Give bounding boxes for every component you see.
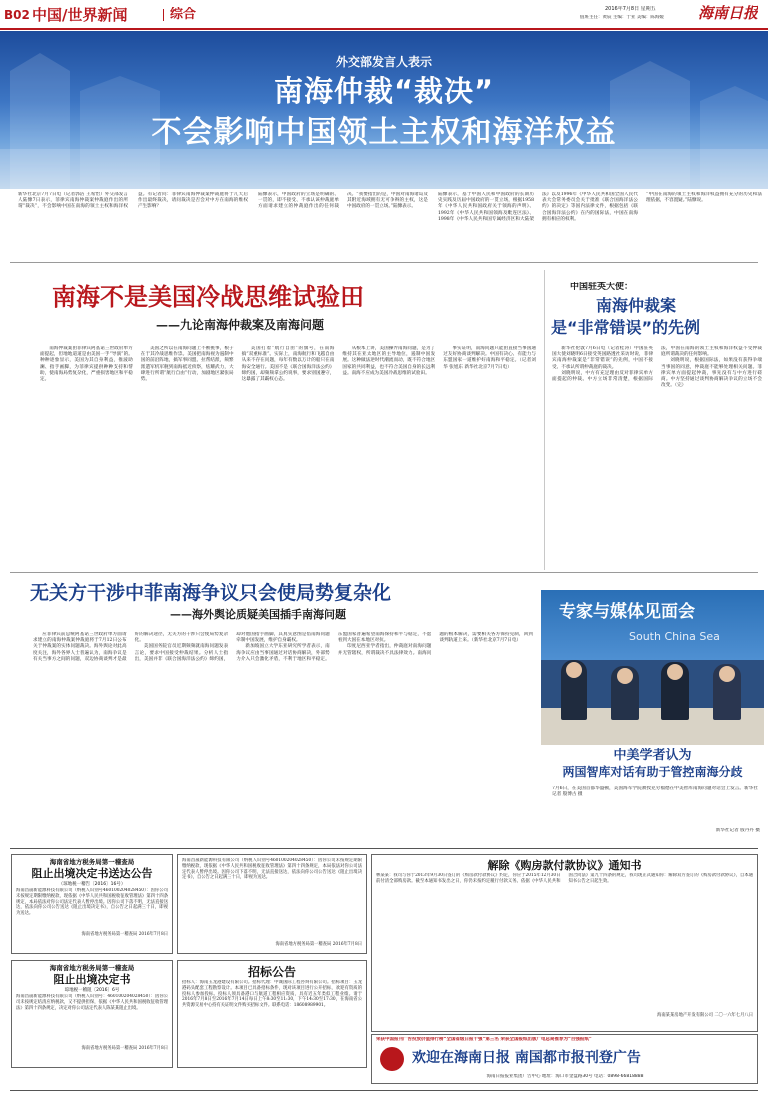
ad-paper-promo [371,1034,758,1084]
article-right-headline-1: 南海仲裁案 [596,296,677,315]
ad-5-tagline: 荣获中国报刊广告投放价值排行榜“全国省级日报十强”第三名 荣获全国报纸出版广电总局推荐为“百强报纸” [376,1037,592,1042]
paper-logo: 海南日报 [698,4,759,22]
banner-headline-2: 不会影响中国领土主权和海洋权益 [151,115,617,150]
ad-4-body: 林某某：我司与你于2013年9月30日签订的《购房款付款协议》约定，你应于2015年12月30日前付清全部购房款。截至本通知书发出之日，你仍未按约定履行付款义务。依据《中华人民共和国合同法》第九十四条的规定，我司现正式通知你：解除双方签订的《购房款付款协议》，自本通知书公告之日起生效。 [376,873,753,884]
ad-1-body: 海南昌晟新能源科技有限公司（纳税人识别号460100204028450）：因你公司未按规定期限缴纳税款，现依据《中华人民共和国税收征收管理法》第四十四条规定，本局依法对你公司法定代表人暂停出境。因你公司下落不明，无法直接送达，依法向你公司公告送达《阻止出境决定书》，自公告之日起满三十日，即视为送达。 [16,888,168,917]
article-left-headline: 南海不是美国冷战思维试验田 [52,282,364,311]
banner-body-col-4: “中国在南海的领土主权和海洋权益拥有充分的历史和法理依据，不容置疑。”陆慷说。 [646,192,762,204]
ad-2-org: 海南省地方税务局第一稽查局 [49,964,135,972]
ad-1-continued: 海南昌晟新能源科技有限公司（纳税人识别号460100204028450）：因你公司未按规定期限缴纳税款，现依据《中华人民共和国税收征收管理法》第四十四条规定，本局依法对你公司法定代表人暂停出境。因你公司下落不明，无法直接送达，依法向你公司公告送达《阻止出境决定书》，自公告之日起满三十日，即视为送达。 [182,858,362,881]
article-right-paragraph: 新华社伦敦7月6日电（记者桂涛）中国驻英国大使刘晓明6日接受英国路透社采访时说，菲律宾南海仲裁案是“非常错误”的先例，中国不接受、不承认所谓仲裁庭的裁决。 [552,346,653,370]
ad-2-title: 阻止出境决定书 [53,973,131,986]
photo-caption-1: 中美学者认为 [613,748,692,763]
banner-body-col-1: 新华社北京7月7日电（记者郭洁 王希怡）外交部发言人陆慷7日表示，菲律宾南海仲裁案仲裁庭作出的所谓“裁决”，不会影响中国在南海的领土主权和海洋权益。有记者问：菲律宾南海仲裁案仲裁庭将于几天后作出最终裁决，请问裁决是否会对中方在南海的维权产生影响？ [18,192,248,210]
photo-screen-text-en: South China Sea [629,630,720,643]
article-left-paragraph: 美国打着“航行自由”的旗号，在南海搞“双重标准”。实际上，南海航行和飞越自由从来不存在问题，每年有数以万计的船只在南海安全通行。美国不是《联合国海洋法公约》缔约国，却频频拿公约说事，要求别国遵守，这暴露了其霸权心态。 [241,346,335,383]
ad-5-slogan: 欢迎在海南日报 南国都市报刊登广告 [412,1050,641,1066]
article-right-body [552,346,762,561]
page-code: B02 [4,8,30,22]
article-bottom-body [33,632,533,842]
photo-caption-2: 两国智库对话有助于管控南海分歧 [562,765,743,779]
ad-2-ref: 琼地税一稽阻〔2016〕6号 [64,988,120,993]
photo-screen-text: 专家与媒体见面会 [559,602,695,622]
article-left-subheadline: ——九论南海仲裁案及南海问题 [156,318,325,332]
section-name: 中国/世界新闻 [32,6,128,24]
ad-1-continued-footer: 海南省地方税务局第一稽查局 2016年7月8日 [275,942,362,947]
article-bottom-paragraph: 印度尼西亚学者指出，仲裁庭对南海问题并无管辖权，所谓裁决不具法律效力。南海问题的根本解决，需要相关各方保持克制，回到谈判轨道上来。（新华社北京7月7日电） [337,632,533,656]
page-header [0,0,768,30]
editor-line: 值班主任：黄辰 主编：于亚 美编：陈海媛 [580,15,664,20]
article-right-paragraph: 刘晓明说，中方有充足理由反对菲律宾单方面提起的仲裁。中方立场非常清楚，根据国际法，中国在南海的领土主权和海洋权益不受仲裁庭所谓裁决的任何影响。 [552,346,762,383]
article-right-headline-2: 是“非常错误”的先例 [551,318,701,337]
photo-caption-body: 7月6日，在美国首都华盛顿，美国海军学院教授克劳福德在中美智库南海问题对话会上发言。新华社记者 殷博古 摄 [552,786,758,798]
banner-kicker: 外交部发言人表示 [335,55,432,69]
article-left-paragraph: 从根本上讲，美国操弄南海问题，是为了维持其在亚太地区的主导地位，遏制中国发展。这种做法逆时代潮流而动，既不符合地区国家的共同利益，也不符合美国自身的长远利益。南海不应成为美国冷战思维的试验田。 [342,346,436,376]
ad-1-org: 海南省地方税务局第一稽查局 [49,858,135,866]
ad-5-logo-mark [380,1047,404,1071]
ad-5-contact: 海南日报报业集团广告中心 地址：海口市金盘路30号 电话：0898-66818888 [486,1074,644,1079]
ad-termination-notice [371,854,758,1032]
section-type: 综合 [170,7,197,22]
ad-3-title: 招标公告 [247,965,296,979]
article-bottom-paragraph: 新加坡国立大学东亚研究所学者表示，南海争议应由当事国通过对话协商解决，外部势力介入只会激化矛盾，不利于地区和平稳定。东盟国家普遍希望南海保持和平与稳定，不愿看到大国在本地区对抗。 [236,632,432,662]
banner-body-col-3: 陆慷表示，基于中国人民和中国政府的长期历史实践及历届中国政府的一贯立场，根据1958年《中华人民共和国政府关于领海的声明》、1992年《中华人民共和国领海及毗连区法》、1998年《中华人民共和国专属经济区和大陆架法》以及1996年《中华人民共和国全国人民代表大会常务委员会关于批准《联合国海洋法公约》的决定》等国内法律文件，根据包括《联合国海洋法公约》在内的国际法，中国在南海拥有相应的权利。 [438,192,638,222]
banner-headline-1: 南海仲裁“裁决” [273,74,495,108]
ad-1-title: 阻止出境决定书送达公告 [31,867,153,880]
ad-4-title: 解除《购房款付款协议》通知书 [487,859,642,872]
banner [0,31,768,189]
ad-notice-1 [11,854,173,954]
photo-byline: 新华社记者 殷丹丹 摄 [715,828,760,833]
ad-2-body: 海南昌晟新能源科技有限公司（纳税人识别号：460100204028450）：因你公司未按规定结清应纳税款，又不提供担保，依据《中华人民共和国税收征收管理法》第四十四条规定，决定对你公司法定代表人陈某某阻止出境。 [16,994,168,1011]
ad-1-ref: （琼地税一稽告〔2016〕16号） [58,882,126,887]
news-photo [541,590,764,745]
banner-body-col-2: 陆慷表示，中国政府的立场是明确的、一贯的，即不接受、不承认该仲裁庭单方面请求建立的仲裁庭作出的任何裁决。“我要指出的是，中国对南海诸岛及其附近海域拥有无可争辩的主权，这是中国政府的一贯立场。”陆慷表示。 [258,192,428,210]
ad-1-footer: 海南省地方税务局第一稽查局 2016年7月8日 [81,932,168,937]
ad-notice-2 [11,960,173,1068]
ad-tender [177,960,367,1068]
ad-continued-text [177,854,367,954]
article-left-paragraph: 事实证明，南海问题只能由直接当事国通过友好协商谈判解决。中国有决心、有能力与东盟国家一道维护好南海和平稳定。（记者刘华 张旭东 新华社北京7月7日电） [443,346,536,370]
date-line: 2016年7月8日 星期五 [605,6,656,12]
article-bottom-headline: 无关方干涉中菲南海争议只会使局势复杂化 [30,582,392,604]
article-left-body [40,346,536,561]
article-right-paragraph: 刘晓明说，根据国际法，如果没有获得争端当事国的同意，仲裁庭不能够处理相关问题。菲律宾单方面提起仲裁，事先没有与中方进行磋商。中方坚持通过谈判协商解决争议的立场不会改变。（完） [661,358,762,389]
article-bottom-paragraph: 应菲律宾前总统阿基诺三世政府单方面请求建立的南海仲裁案仲裁庭将于7月12日公布关于仲裁案的实体问题裁决。海外舆论对此高度关注，海外各界人士普遍认为，南海争议是有关当事方之间的问题，双边协商谈判才是最好的解决途径，无关方的干涉只会使局势复杂化。 [33,632,229,662]
article-bottom-paragraph: 美国国务院官员近期频频就南海问题发表言论，要求中国接受仲裁结果。分析人士指出，美国并非《联合国海洋法公约》缔约国，却对他国指手画脚，其真实意图是借南海问题牵制中国发展，维护自身霸权。 [134,632,330,662]
article-left-paragraph: 美国之所以在南海问题上不断挑事，根子在于其冷战思维作祟。美国把南海视为遏制中国的前沿阵地，搞军事同盟、拉帮结派，频繁派遣军机军舰到南海抵近侦察，炫耀武力，大肆进行所谓“航行自由”行动，加剧地区紧张局势。 [140,346,234,383]
ad-4-footer: 海南某某房地产开发有限公司 二〇一六年七月八日 [657,1013,753,1018]
article-bottom-subheadline: ——海外舆论质疑美国插手南海问题 [170,608,346,621]
ad-3-body: 招标人：海南玉龙港建设有限公司。招标代理：中诚国际工程咨询有限公司。招标项目：玉龙港码头配套工程勘察设计。本项目已具备招标条件，现对该项目进行公开招标，欢迎有资质的投标人参加投标。投标人须具备港口与航道工程相应资质，具有近五年类似工程业绩。请于2016年7月8日至2016年7月14日每日上午8:30至11:30，下午14:30至17:30，在海南省公共资源交易中心持有关证明文件购买招标文件。联系电话：18608989901。 [182,980,362,1009]
article-right-kicker: 中国驻英大使： [570,282,634,292]
article-left-paragraph: 南海仲裁案由菲律宾阿基诺三世政府单方面提起，但地地道道是由美国一手“导演”的。种种迹象显示，美国为其自身利益，推波助澜、指手画脚，为菲律宾提供种种支持和帮助，使南海局势复杂化，严重损害地区和平稳定。 [40,346,133,383]
ad-2-footer: 海南省地方税务局第一稽查局 2016年7月8日 [81,1046,168,1051]
